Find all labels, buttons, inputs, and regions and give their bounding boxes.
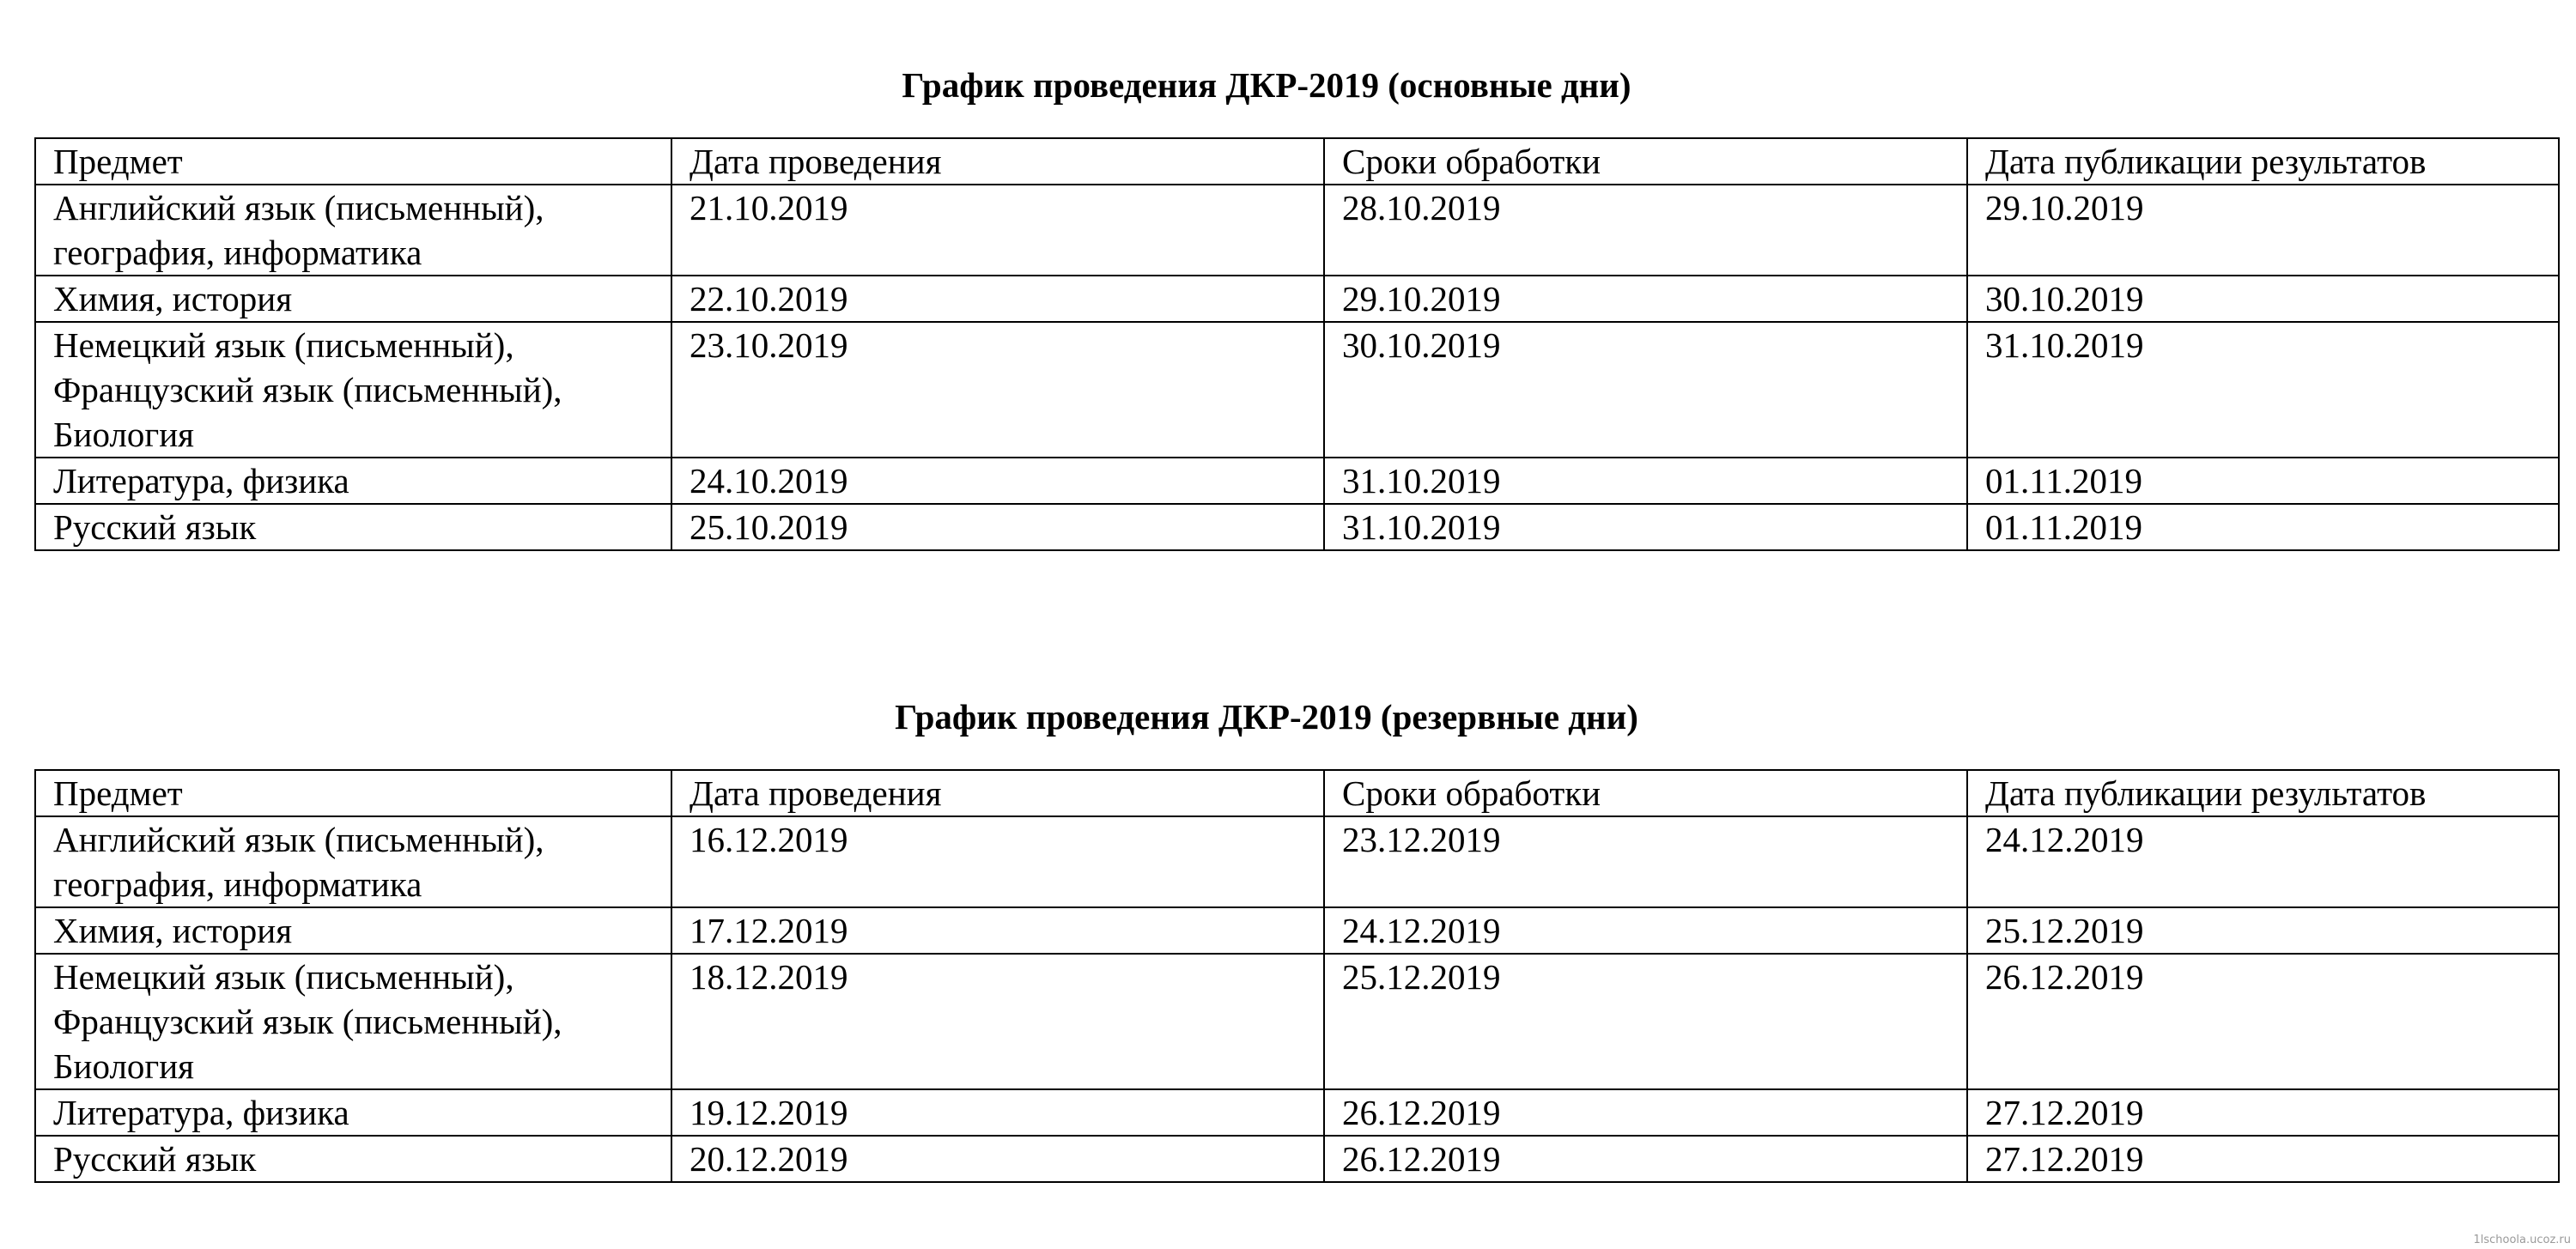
page-title-reserve: График проведения ДКР-2019 (резервные дни) xyxy=(895,697,1638,737)
processing-cell: 31.10.2019 xyxy=(1324,458,1967,504)
date-cell: 19.12.2019 xyxy=(671,1089,1324,1136)
date-cell: 16.12.2019 xyxy=(671,816,1324,907)
subject-cell: Литература, физика xyxy=(35,458,671,504)
date-cell: 17.12.2019 xyxy=(671,907,1324,954)
table-row xyxy=(35,1089,2559,1136)
subject-cell: Немецкий язык (письменный), Французский язык (письменный), Биология xyxy=(35,954,671,1089)
header-subject: Предмет xyxy=(35,770,671,816)
header-publication: Дата публикации результатов xyxy=(1967,138,2559,185)
date-cell: 18.12.2019 xyxy=(671,954,1324,1089)
watermark: 1lschoola.ucoz.ru xyxy=(2473,1234,2571,1246)
subject-cell: Английский язык (письменный), география, информатика xyxy=(35,185,671,276)
publication-cell: 24.12.2019 xyxy=(1967,816,2559,907)
subject-cell: Химия, история xyxy=(35,276,671,322)
header-date: Дата проведения xyxy=(671,138,1324,185)
date-cell: 23.10.2019 xyxy=(671,322,1324,458)
processing-cell: 23.12.2019 xyxy=(1324,816,1967,907)
processing-cell: 29.10.2019 xyxy=(1324,276,1967,322)
table-row xyxy=(35,1136,2559,1182)
publication-cell: 25.12.2019 xyxy=(1967,907,2559,954)
date-cell: 20.12.2019 xyxy=(671,1136,1324,1182)
table-row xyxy=(35,504,2559,550)
publication-cell: 31.10.2019 xyxy=(1967,322,2559,458)
subject-cell: Английский язык (письменный), география, информатика xyxy=(35,816,671,907)
page-title-main: График проведения ДКР-2019 (основные дни) xyxy=(902,65,1631,105)
subject-cell: Русский язык xyxy=(35,504,671,550)
table-row xyxy=(35,816,2559,907)
subject-cell: Немецкий язык (письменный), Французский язык (письменный), Биология xyxy=(35,322,671,458)
processing-cell: 24.12.2019 xyxy=(1324,907,1967,954)
subject-cell: Русский язык xyxy=(35,1136,671,1182)
date-cell: 25.10.2019 xyxy=(671,504,1324,550)
date-cell: 22.10.2019 xyxy=(671,276,1324,322)
processing-cell: 28.10.2019 xyxy=(1324,185,1967,276)
table-row xyxy=(35,907,2559,954)
processing-cell: 26.12.2019 xyxy=(1324,1089,1967,1136)
date-cell: 21.10.2019 xyxy=(671,185,1324,276)
table-row xyxy=(35,458,2559,504)
table-row xyxy=(35,322,2559,458)
processing-cell: 31.10.2019 xyxy=(1324,504,1967,550)
processing-cell: 25.12.2019 xyxy=(1324,954,1967,1089)
publication-cell: 30.10.2019 xyxy=(1967,276,2559,322)
header-processing: Сроки обработки xyxy=(1324,138,1967,185)
subject-cell: Литература, физика xyxy=(35,1089,671,1136)
header-date: Дата проведения xyxy=(671,770,1324,816)
schedule-table-reserve xyxy=(34,769,2560,1183)
header-subject: Предмет xyxy=(35,138,671,185)
table-row xyxy=(35,276,2559,322)
publication-cell: 26.12.2019 xyxy=(1967,954,2559,1089)
table-header-row xyxy=(35,770,2559,816)
processing-cell: 26.12.2019 xyxy=(1324,1136,1967,1182)
publication-cell: 27.12.2019 xyxy=(1967,1136,2559,1182)
subject-cell: Химия, история xyxy=(35,907,671,954)
publication-cell: 29.10.2019 xyxy=(1967,185,2559,276)
header-publication: Дата публикации результатов xyxy=(1967,770,2559,816)
table-header-row xyxy=(35,138,2559,185)
publication-cell: 01.11.2019 xyxy=(1967,504,2559,550)
publication-cell: 27.12.2019 xyxy=(1967,1089,2559,1136)
date-cell: 24.10.2019 xyxy=(671,458,1324,504)
publication-cell: 01.11.2019 xyxy=(1967,458,2559,504)
processing-cell: 30.10.2019 xyxy=(1324,322,1967,458)
table-row xyxy=(35,954,2559,1089)
table-row xyxy=(35,185,2559,276)
header-processing: Сроки обработки xyxy=(1324,770,1967,816)
schedule-table-main xyxy=(34,137,2560,551)
